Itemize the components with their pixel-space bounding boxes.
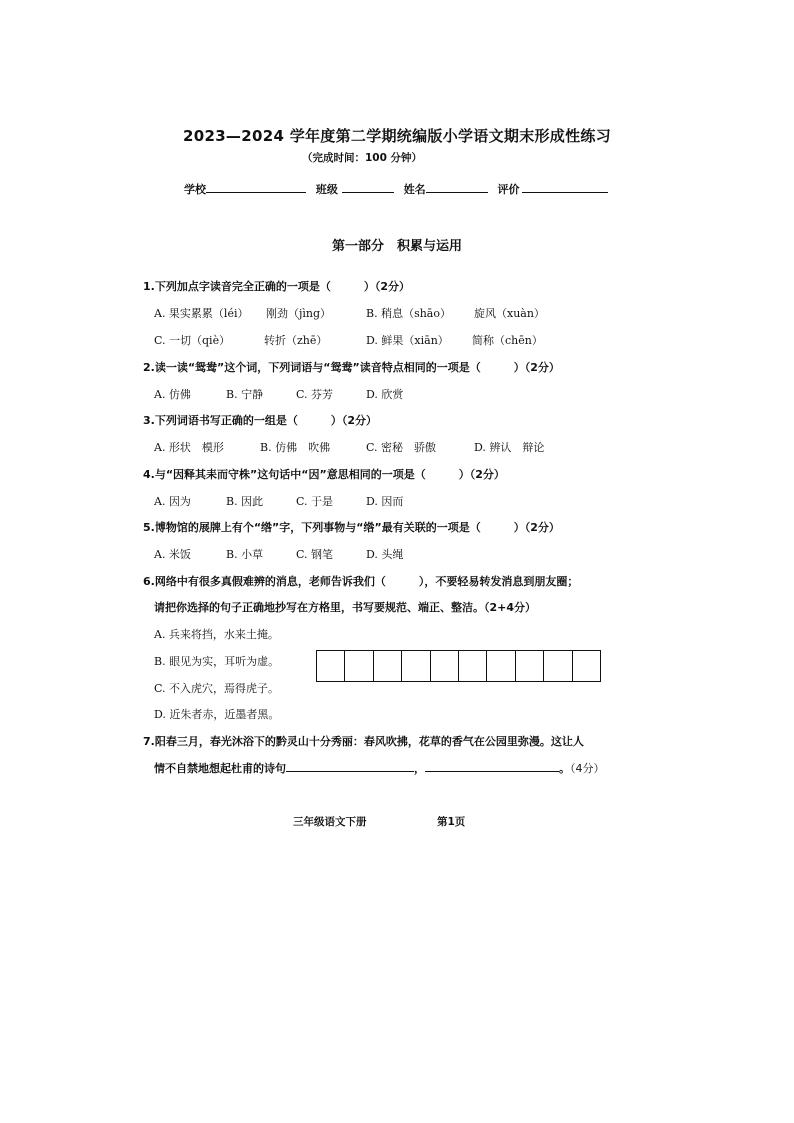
option-b[interactable]: B. 稍息（shāo） bbox=[366, 307, 451, 320]
poem-answer-blank-2[interactable] bbox=[425, 760, 559, 772]
question-4-stem: 4.与“因释其耒而守株”这句话中“因”意思相同的一项是（ ）（2分） bbox=[143, 468, 505, 481]
option-a[interactable]: A. 仿佛 bbox=[154, 388, 191, 401]
option-d[interactable]: D. 欣赏 bbox=[366, 388, 404, 401]
question-3-stem: 3.下列词语书写正确的一组是（ ）（2分） bbox=[143, 414, 377, 427]
option-b[interactable]: B. 因此 bbox=[226, 495, 264, 508]
option-c[interactable]: C. 钢笔 bbox=[296, 548, 334, 561]
option-a[interactable]: A. 米饭 bbox=[154, 548, 191, 561]
option-a[interactable]: A. 因为 bbox=[154, 495, 191, 508]
writing-grid[interactable] bbox=[316, 650, 601, 682]
question-7-stem-line-1: 7.阳春三月，春光沐浴下的黔灵山十分秀丽：春风吹拂，花草的香气在公园里弥漫。这让人 bbox=[143, 735, 584, 748]
grid-cell[interactable] bbox=[544, 650, 572, 682]
poem-answer-blank-1[interactable] bbox=[286, 760, 414, 772]
grid-cell[interactable] bbox=[487, 650, 515, 682]
comma: ， bbox=[414, 762, 425, 775]
option-d[interactable]: D. 头绳 bbox=[366, 548, 404, 561]
option-b-second: 旋风（xuàn） bbox=[474, 307, 545, 320]
name-field[interactable] bbox=[426, 180, 488, 193]
option-d[interactable]: D. 鲜果（xiān） bbox=[366, 334, 449, 347]
question-6-stem-line-1: 6.网络中有很多真假难辨的消息，老师告诉我们（ ），不要轻易转发消息到朋友圈； bbox=[143, 575, 579, 588]
option-a[interactable]: A. 形状 模形 bbox=[154, 441, 224, 454]
rating-label: 评价 bbox=[497, 183, 520, 196]
section-title: 第一部分 积累与运用 bbox=[331, 239, 462, 254]
option-b[interactable]: B. 小草 bbox=[226, 548, 264, 561]
option-c[interactable]: C. 芬芳 bbox=[296, 388, 334, 401]
option-b[interactable]: B. 眼见为实，耳听为虚。 bbox=[154, 655, 280, 668]
option-d[interactable]: D. 辨认 辩论 bbox=[474, 441, 545, 454]
time-note: （完成时间：100 分钟） bbox=[301, 152, 423, 164]
grid-cell[interactable] bbox=[459, 650, 487, 682]
question-1-stem: 1.下列加点字读音完全正确的一项是（ ）（2分） bbox=[143, 280, 410, 293]
school-field[interactable] bbox=[206, 180, 306, 193]
rating-field[interactable] bbox=[522, 180, 608, 193]
question-5-stem: 5.博物馆的展牌上有个“绺”字，下列事物与“绺”最有关联的一项是（ ）（2分） bbox=[143, 521, 560, 534]
school-label: 学校 bbox=[184, 183, 206, 196]
name-label: 姓名 bbox=[403, 183, 426, 196]
option-c[interactable]: C. 密秘 骄傲 bbox=[366, 441, 437, 454]
option-d[interactable]: D. 近朱者赤，近墨者黑。 bbox=[154, 708, 280, 721]
question-7-points: （4分） bbox=[570, 762, 605, 775]
question-2-stem: 2.读一读“鸳鸯”这个词，下列词语与“鸳鸯”读音特点相同的一项是（ ）（2分） bbox=[143, 361, 560, 374]
page-title: 2023—2024 学年度第二学期统编版小学语文期末形成性练习 bbox=[182, 127, 612, 145]
option-a-second: 刚劲（jìng） bbox=[266, 307, 332, 320]
option-a[interactable]: A. 兵来将挡，水来土掩。 bbox=[154, 628, 279, 641]
option-c-second: 转折（zhē） bbox=[264, 334, 328, 347]
question-7-prompt: 情不自禁地想起杜甫的诗句 bbox=[154, 762, 286, 775]
option-d-second: 简称（chēn） bbox=[472, 334, 543, 347]
grid-cell[interactable] bbox=[317, 650, 345, 682]
option-c[interactable]: C. 于是 bbox=[296, 495, 334, 508]
grid-cell[interactable] bbox=[516, 650, 544, 682]
grid-cell[interactable] bbox=[345, 650, 373, 682]
grid-cell[interactable] bbox=[573, 650, 601, 682]
class-label: 班级 bbox=[315, 183, 338, 196]
question-7-stem-line-2 bbox=[154, 760, 605, 776]
grid-cell[interactable] bbox=[374, 650, 402, 682]
option-b[interactable]: B. 宁静 bbox=[226, 388, 264, 401]
option-a[interactable]: A. 果实累累（léi） bbox=[154, 307, 249, 320]
footer-page-number: 第1页 bbox=[437, 816, 466, 828]
option-c[interactable]: C. 不入虎穴，焉得虎子。 bbox=[154, 682, 280, 695]
option-d[interactable]: D. 因而 bbox=[366, 495, 404, 508]
option-c[interactable]: C. 一切（qiè） bbox=[154, 334, 231, 347]
footer-book-name: 三年级语文下册 bbox=[293, 816, 367, 828]
student-info-row bbox=[184, 180, 614, 197]
question-6-stem-line-2: 请把你选择的句子正确地抄写在方格里，书写要规范、端正、整洁。（2+4分） bbox=[154, 601, 537, 614]
grid-cell[interactable] bbox=[402, 650, 430, 682]
period: 。 bbox=[559, 762, 570, 775]
option-b[interactable]: B. 仿佛 吹佛 bbox=[260, 441, 331, 454]
class-field[interactable] bbox=[342, 180, 394, 193]
grid-cell[interactable] bbox=[431, 650, 459, 682]
